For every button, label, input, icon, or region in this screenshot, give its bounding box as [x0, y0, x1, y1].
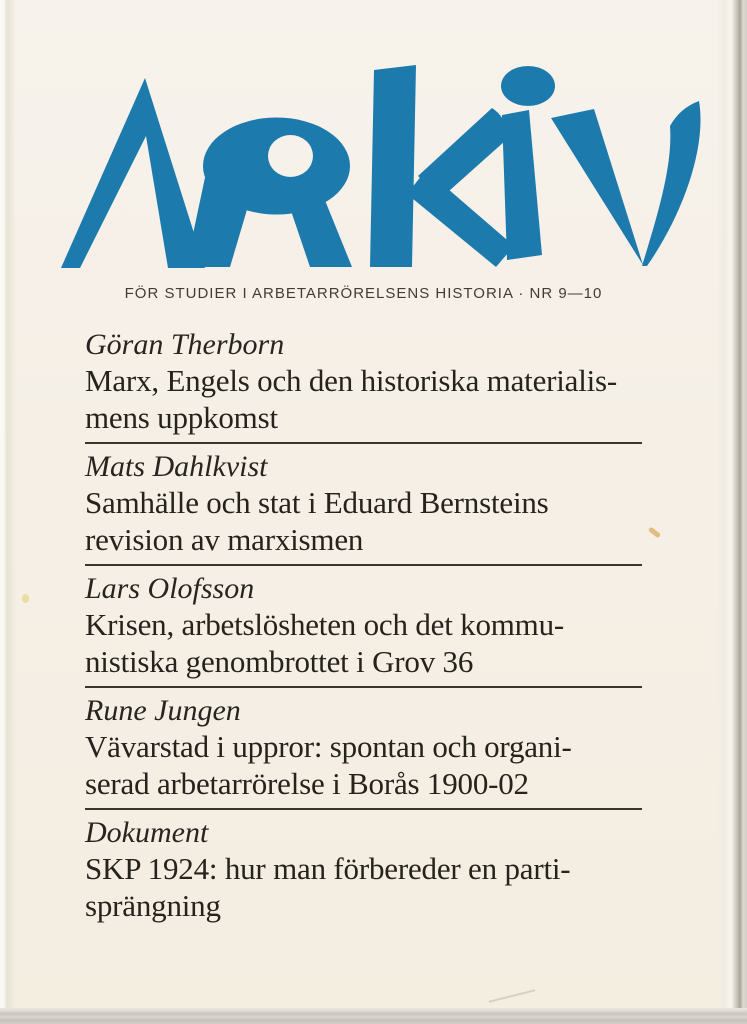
toc-entry-title-line1: Vävarstad i uppror: spontan och organi- — [85, 729, 572, 764]
logo-letter-v-left — [551, 109, 643, 265]
toc-entry — [85, 810, 642, 930]
toc-entry-title-line2: mens uppkomst — [85, 400, 278, 435]
toc-entry — [85, 322, 642, 442]
logo-letter-v-right — [642, 101, 700, 266]
toc-entry-author: Dokument — [85, 816, 209, 849]
scan-edge-left — [0, 0, 16, 1009]
logo-letter-k-leg — [407, 170, 514, 267]
scan-speck — [648, 527, 661, 539]
toc-entry-author: Rune Jungen — [85, 694, 241, 727]
logo-letter-i-dot — [501, 66, 555, 106]
logo-letter-a — [61, 78, 205, 268]
scan-scratch — [488, 989, 535, 1003]
toc-entry-author: Göran Therborn — [85, 328, 285, 361]
logo-text — [58, 270, 59, 271]
toc-entry-title-line2: revision av marxismen — [85, 522, 364, 557]
arkiv-logo — [58, 54, 706, 270]
arkiv-logo-graphic — [58, 54, 706, 270]
toc-entry-title-line2: sprängning — [85, 888, 221, 923]
logo-letter-i-body — [502, 110, 542, 260]
logo-letter-r-leg — [288, 188, 352, 267]
toc-entry-title-line1: SKP 1924: hur man förbereder en parti- — [85, 851, 571, 886]
toc-entry-title-line1: Krisen, arbetslösheten och det kommu- — [85, 607, 565, 642]
toc-entry — [85, 444, 642, 564]
scan-speck — [22, 594, 29, 603]
table-of-contents — [85, 322, 642, 930]
toc-entry-title-line2: nistiska genombrottet i Grov 36 — [85, 644, 474, 679]
toc-entry — [85, 688, 642, 808]
book-page-edges — [0, 1008, 747, 1024]
toc-entry-title-line2: serad arbetarrörelse i Borås 1900-02 — [85, 766, 529, 801]
toc-entry-author: Mats Dahlkvist — [85, 450, 268, 483]
logo-letter-k-stem — [370, 65, 416, 267]
scan-edge-right — [717, 0, 747, 1009]
toc-entry — [85, 566, 642, 686]
toc-entry-title-line1: Marx, Engels och den historiska materialis- — [85, 363, 618, 398]
journal-subtitle: FÖR STUDIER I ARBETARRÖRELSENS HISTORIA · NR 9—10 — [124, 285, 603, 302]
toc-entry-author: Lars Olofsson — [85, 572, 255, 605]
toc-entry-title-line1: Samhälle och stat i Eduard Bernsteins — [85, 485, 549, 520]
